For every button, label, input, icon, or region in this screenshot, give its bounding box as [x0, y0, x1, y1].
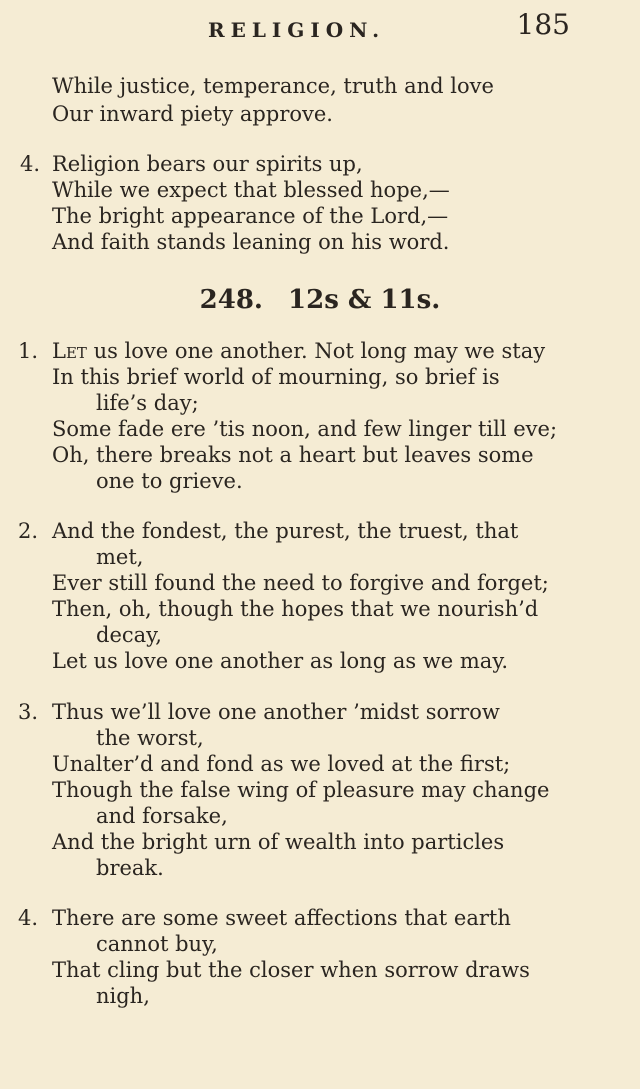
verse-line: met, [96, 545, 144, 569]
verse-line: Let us love one another. Not long may we stay [52, 339, 546, 363]
verse-line: Oh, there breaks not a heart but leaves some [52, 443, 534, 467]
verse-line: nigh, [96, 984, 150, 1008]
verse-line: Let us love one another as long as we may. [52, 649, 509, 673]
verse-line: the worst, [96, 726, 204, 750]
verse-line: break. [96, 856, 164, 880]
stanza-number: 2. [18, 519, 39, 543]
verse-line: Religion bears our spirits up, [52, 152, 363, 176]
verse-line: While we expect that blessed hope,— [52, 178, 450, 202]
stanza-number: 3. [18, 700, 39, 724]
stanza-number: 4. [20, 152, 41, 176]
hymn-meter: 12s & 11s. [288, 285, 441, 315]
verse-line: And the bright urn of wealth into particles [52, 830, 505, 854]
verse-line: Ever still found the need to forgive and forget; [52, 571, 549, 595]
first-word: Let [52, 339, 87, 363]
verse-line: and forsake, [96, 804, 228, 828]
verse-line: And faith stands leaning on his word. [52, 230, 450, 254]
verse-line: life’s day; [96, 391, 199, 415]
verse-line: The bright appearance of the Lord,— [52, 204, 449, 228]
verse-line: decay, [96, 623, 162, 647]
page-number: 185 [516, 8, 570, 41]
verse-line: Some fade ere ’tis noon, and few linger till eve; [52, 417, 558, 441]
verse-line: one to grieve. [96, 469, 243, 493]
verse-line: cannot buy, [96, 932, 218, 956]
verse-line: Our inward piety approve. [52, 102, 333, 126]
verse-line: Then, oh, though the hopes that we nourish’d [52, 597, 539, 621]
stanza-number: 1. [18, 339, 39, 363]
verse-line: Thus we’ll love one another ’midst sorrow [52, 700, 500, 724]
verse-line: And the fondest, the purest, the truest, that [52, 519, 519, 543]
running-head: RELIGION. [208, 18, 386, 42]
verse-line: In this brief world of mourning, so brief is [52, 365, 500, 389]
verse-line: Unalter’d and fond as we loved at the first; [52, 752, 511, 776]
verse-line: That cling but the closer when sorrow draws [52, 958, 530, 982]
hymn-number: 248. [199, 285, 263, 315]
hymn-heading [0, 285, 640, 315]
verse-line: While justice, temperance, truth and love [52, 74, 494, 98]
stanza-number: 4. [18, 906, 39, 930]
verse-line: There are some sweet affections that earth [52, 906, 511, 930]
verse-line: Though the false wing of pleasure may change [52, 778, 550, 802]
